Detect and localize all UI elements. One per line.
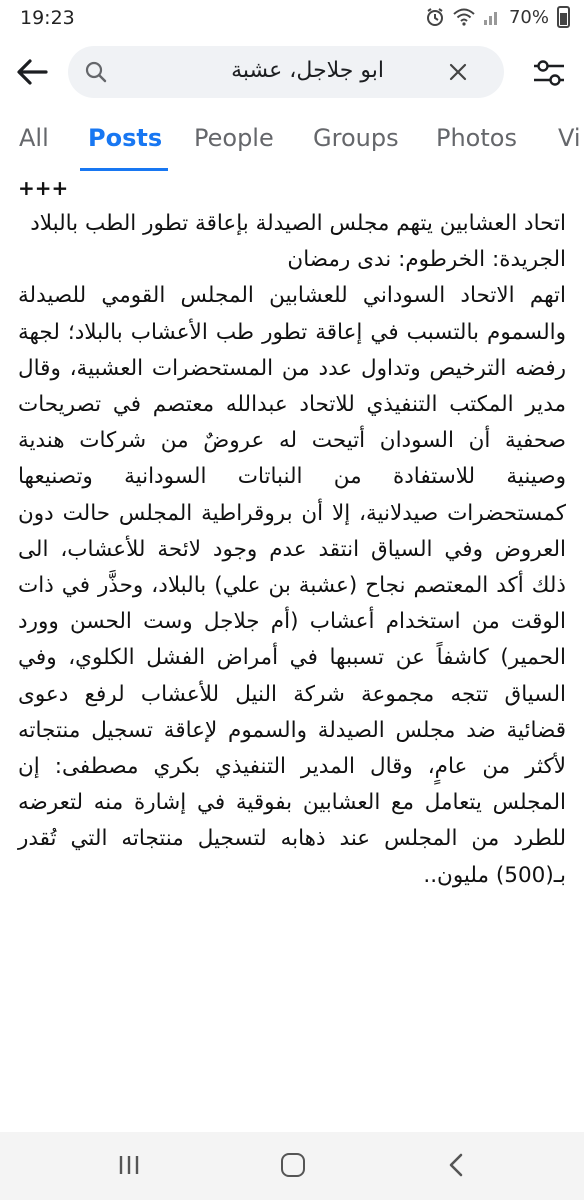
alarm-icon [425,7,445,27]
wifi-icon [453,8,475,26]
status-bar [0,0,584,38]
post-prefix: +++ [18,176,69,200]
search-tabs [0,114,584,172]
tab-videos[interactable]: Vi [558,124,581,152]
signal-icon [483,8,501,26]
post-byline: الجريدة: الخرطوم: ندى رمضان [287,247,566,273]
tab-people[interactable]: People [194,124,274,152]
tab-groups[interactable]: Groups [313,124,399,152]
post-headline: اتحاد العشابين يتهم مجلس الصيدلة بإعاقة تطور الطب بالبلاد [30,211,566,236]
status-icons [425,6,570,28]
back-icon[interactable] [446,1152,466,1178]
home-icon[interactable] [281,1153,305,1177]
tab-all[interactable]: All [19,124,49,152]
clear-icon[interactable] [448,62,468,82]
post-text [18,206,566,894]
active-tab-indicator [80,168,168,171]
tab-posts[interactable]: Posts [88,124,163,152]
search-query: ابو جلاجل، عشبة [231,58,384,83]
back-arrow-icon[interactable] [14,54,50,90]
status-time: 19:23 [20,7,75,29]
post-paragraph: اتهم الاتحاد السوداني للعشابين المجلس القومي للصيدلة والسموم بالتسبب في إعاقة تطور طب الأعشاب بالبلاد؛ لجهة رفضه الترخيص وتداول عدد من المستحضرات العشبية، وقال مدير المكتب التنفيذي للاتحاد عبدالله معتصم في تصريحات صحفية أن السودان أتيحت له عروضٌ من شركات هندية وصينية للاستفادة من النباتات السودانية وتصنيعها كمستحضرات صيدلانية، إلا أن بروقراطية المجلس حالت دون العروض وفي السياق انتقد عدم وجود لائحة للأعشاب، الى ذلك أكد المعتصم نجاح (عشبة بن علي) بالبلاد، وحذَّر في ذات الوقت من استخدام أعشاب (أم جلاجل وست الحسن وورد الحمير) كاشفاً عن تسببها في أمراض الفشل الكلوي، وفي السياق تتجه مجموعة شركة النيل للأعشاب لرفع دعوى قضائية ضد مجلس الصيدلة والسموم لإعاقة تسجيل منتجاته لأكثر من عامٍ، وقال المدير التنفيذي بكري مصطفى: إن المجلس يتعامل مع العشابين بفوقية في إشارة منه لتعرضه للطرد من المجلس عند ذهابه لتسجيل منتجاته التي تُقدر بـ(500) مليون.. [18,283,566,888]
search-header [0,40,584,104]
tab-photos[interactable]: Photos [436,124,517,152]
search-icon [84,60,108,84]
filter-icon[interactable] [532,56,566,90]
recent-apps-icon[interactable] [118,1154,140,1176]
battery-icon [557,6,570,28]
search-input[interactable] [68,46,504,98]
system-nav-bar [0,1132,584,1200]
battery-percent: 70% [508,6,549,28]
